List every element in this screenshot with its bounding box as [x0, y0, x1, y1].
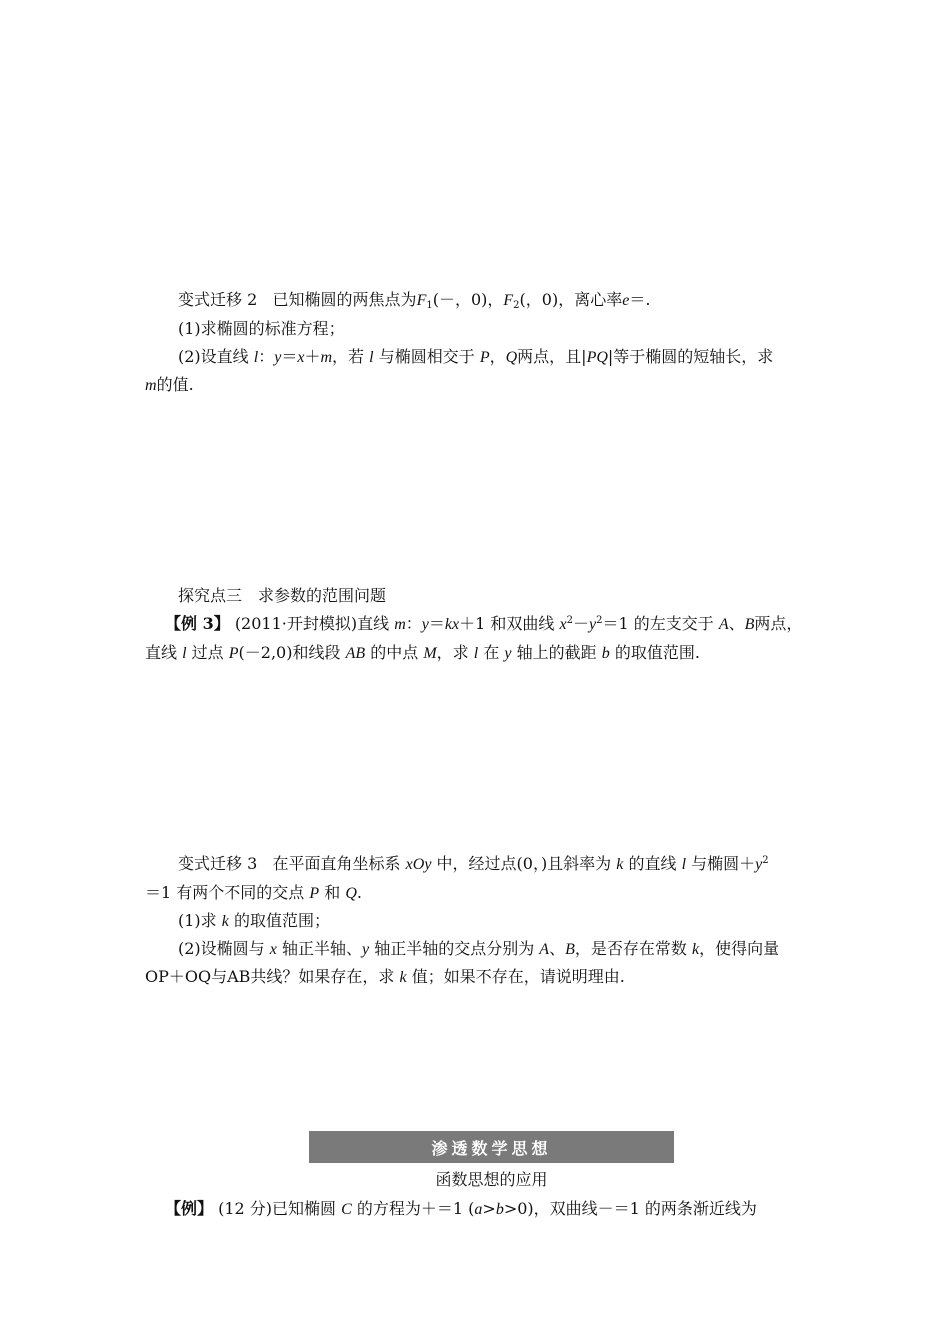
variant3-line2: ＝1 有两个不同的交点 P 和 Q.: [145, 883, 363, 902]
example-line1: 【例】 (12 分)已知椭圆 C 的方程为＋＝1 (a>b>0)，双曲线－＝1 的两条渐近线为: [165, 1199, 757, 1218]
variant3-question1: (1)求 k 的取值范围；: [178, 911, 330, 930]
example3-tag: 【例 3】: [165, 614, 230, 633]
variant3-line1: 变式迁移 3 在平面直角坐标系 xOy 中，经过点(0，)且斜率为 k 的直线 l 与椭圆$+y^2$: [178, 854, 769, 873]
subheading: 函数思想的应用: [435, 1170, 548, 1189]
variant2-line1: 变式迁移 2 已知椭圆的两焦点为$F_1(-$，0)，$F_2$(，0)，离心率e＝.: [178, 290, 651, 311]
variant2-question2-line1: (2)设直线 l：y＝x＋m，若 l 与椭圆相交于 P，Q两点，且|PQ|等于椭圆的短轴长，求: [178, 347, 774, 366]
variant3-question2-line2: OP＋OQ与AB共线？如果存在，求 k 值；如果不存在，请说明理由.: [145, 967, 625, 986]
example3-line2: 直线 l 过点 P(－2,0)和线段 AB 的中点 M，求 l 在 y 轴上的截距 b 的取值范围.: [145, 643, 700, 662]
section-banner: 渗透数学思想: [309, 1131, 674, 1163]
variant2-question2-line2: m的值.: [145, 375, 194, 394]
variant2-heading: 变式迁移 2: [178, 290, 258, 309]
example3-line1: 【例 3】 (2011·开封模拟)直线 m：y＝kx＋1 和双曲线 $x^2-y^2=1$ 的左支交于 A、B两点，: [165, 614, 803, 633]
variant3-question2-line1: (2)设椭圆与 x 轴正半轴、y 轴正半轴的交点分别为 A、B，是否存在常数 k，使得向量: [178, 939, 780, 958]
example-tag: 【例】: [165, 1199, 214, 1218]
section3-title: 探究点三 求参数的范围问题: [178, 586, 387, 605]
variant3-heading: 变式迁移 3: [178, 854, 258, 873]
variant2-question1: (1)求椭圆的标准方程；: [178, 319, 345, 338]
